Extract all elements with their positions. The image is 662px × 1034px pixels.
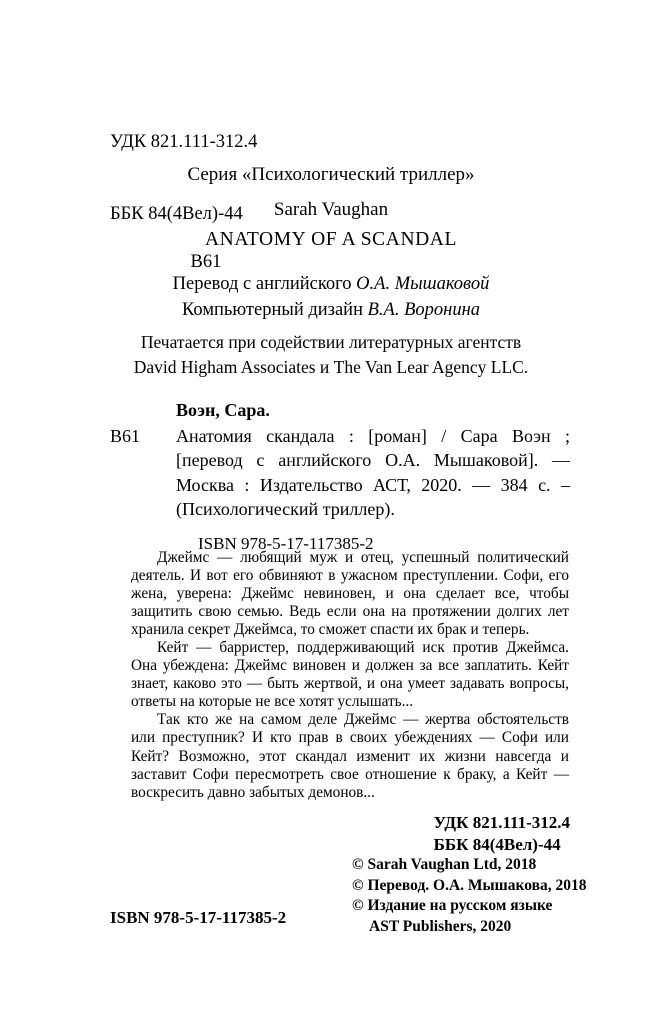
translation-credit xyxy=(0,272,662,298)
agency-line-2: David Higham Associates и The Van Lear Agency LLC. xyxy=(133,357,529,377)
series-line: Серия «Психологический триллер» xyxy=(187,164,475,185)
agency-line-1: Печатается при содействии литературных агентств xyxy=(140,332,522,352)
record-body xyxy=(110,424,570,522)
bibliographic-record xyxy=(110,398,570,556)
design-prefix: Компьютерный дизайн xyxy=(182,299,368,320)
agency-block xyxy=(0,330,662,380)
shelfmark-code: В61 xyxy=(190,252,222,272)
bbk-code-repeat: ББК 84(4Вел)-44 xyxy=(433,835,561,854)
annotation-paragraph-2: Кейт — барристер, поддерживающий иск против Джеймса. Она убеждена: Джеймс виновен и должен за все заплатить. Кейт знает, каково это — быть жертвой, и она умеет задавать вопросы, ответы на которые не все хотят услышать... xyxy=(131,639,569,711)
design-credit xyxy=(0,298,662,324)
annotation-paragraph-3: Так кто же на самом деле Джеймс — жертва обстоятельств или преступник? И кто прав в своих убеждениях — Софи или Кейт? Возможно, этот скандал изменит их жизни навсегда и заставит Софи пересмотреть свое отношение к браку, а Кейт — воскресить давно забытых демонов... xyxy=(131,711,569,801)
classification-codes xyxy=(110,82,257,298)
annotation-paragraph-1: Джеймс — любящий муж и отец, успешный политический деятель. И вот его обвиняют в ужасном преступлении. Софи, его жена, уверена: Джеймс невиновен, и она сделает все, чтобы защитить свою семью. Ведь если она на протяжении долгих лет хранила секрет Джеймса, то сможет спасти их брак и теперь. xyxy=(131,549,569,639)
record-isbn: ISBN 978-5-17-117385-2 xyxy=(198,533,374,553)
credits-block xyxy=(0,272,662,323)
classification-codes-repeat xyxy=(434,812,570,856)
record-description: Анатомия скандала : [роман] / Сара Воэн ; [перевод с английского О.А. Мышаковой]. — Москва : Издательство АСТ, 2020. — 384 с. – (Психологический триллер). xyxy=(176,425,570,519)
bbk-code: ББК 84(4Вел)-44 xyxy=(110,204,243,224)
udc-code-repeat: УДК 821.111-312.4 xyxy=(433,813,570,832)
original-title: ANATOMY OF A SCANDAL xyxy=(205,229,457,250)
copyright-line-1: © Sarah Vaughan Ltd, 2018 xyxy=(352,856,537,873)
record-heading: Воэн, Сара. xyxy=(176,400,270,420)
translation-prefix: Перевод с английского xyxy=(172,274,357,294)
translator-name: О.А. Мышаковой xyxy=(356,274,490,294)
copyright-line-2: © Перевод. О.А. Мышакова, 2018 xyxy=(352,876,587,894)
copyright-block xyxy=(352,855,586,937)
udc-code: УДК 821.111-312.4 xyxy=(110,132,258,152)
original-author: Sarah Vaughan xyxy=(273,199,389,220)
record-shelfmark: В61 xyxy=(110,425,141,446)
copyright-line-4: AST Publishers, 2020 xyxy=(369,917,512,935)
copyright-line-3: © Издание на русском языке xyxy=(352,897,553,914)
isbn-bottom: ISBN 978-5-17-117385-2 xyxy=(110,908,287,927)
annotation-block xyxy=(131,549,569,802)
designer-name: В.А. Воронина xyxy=(367,299,480,320)
